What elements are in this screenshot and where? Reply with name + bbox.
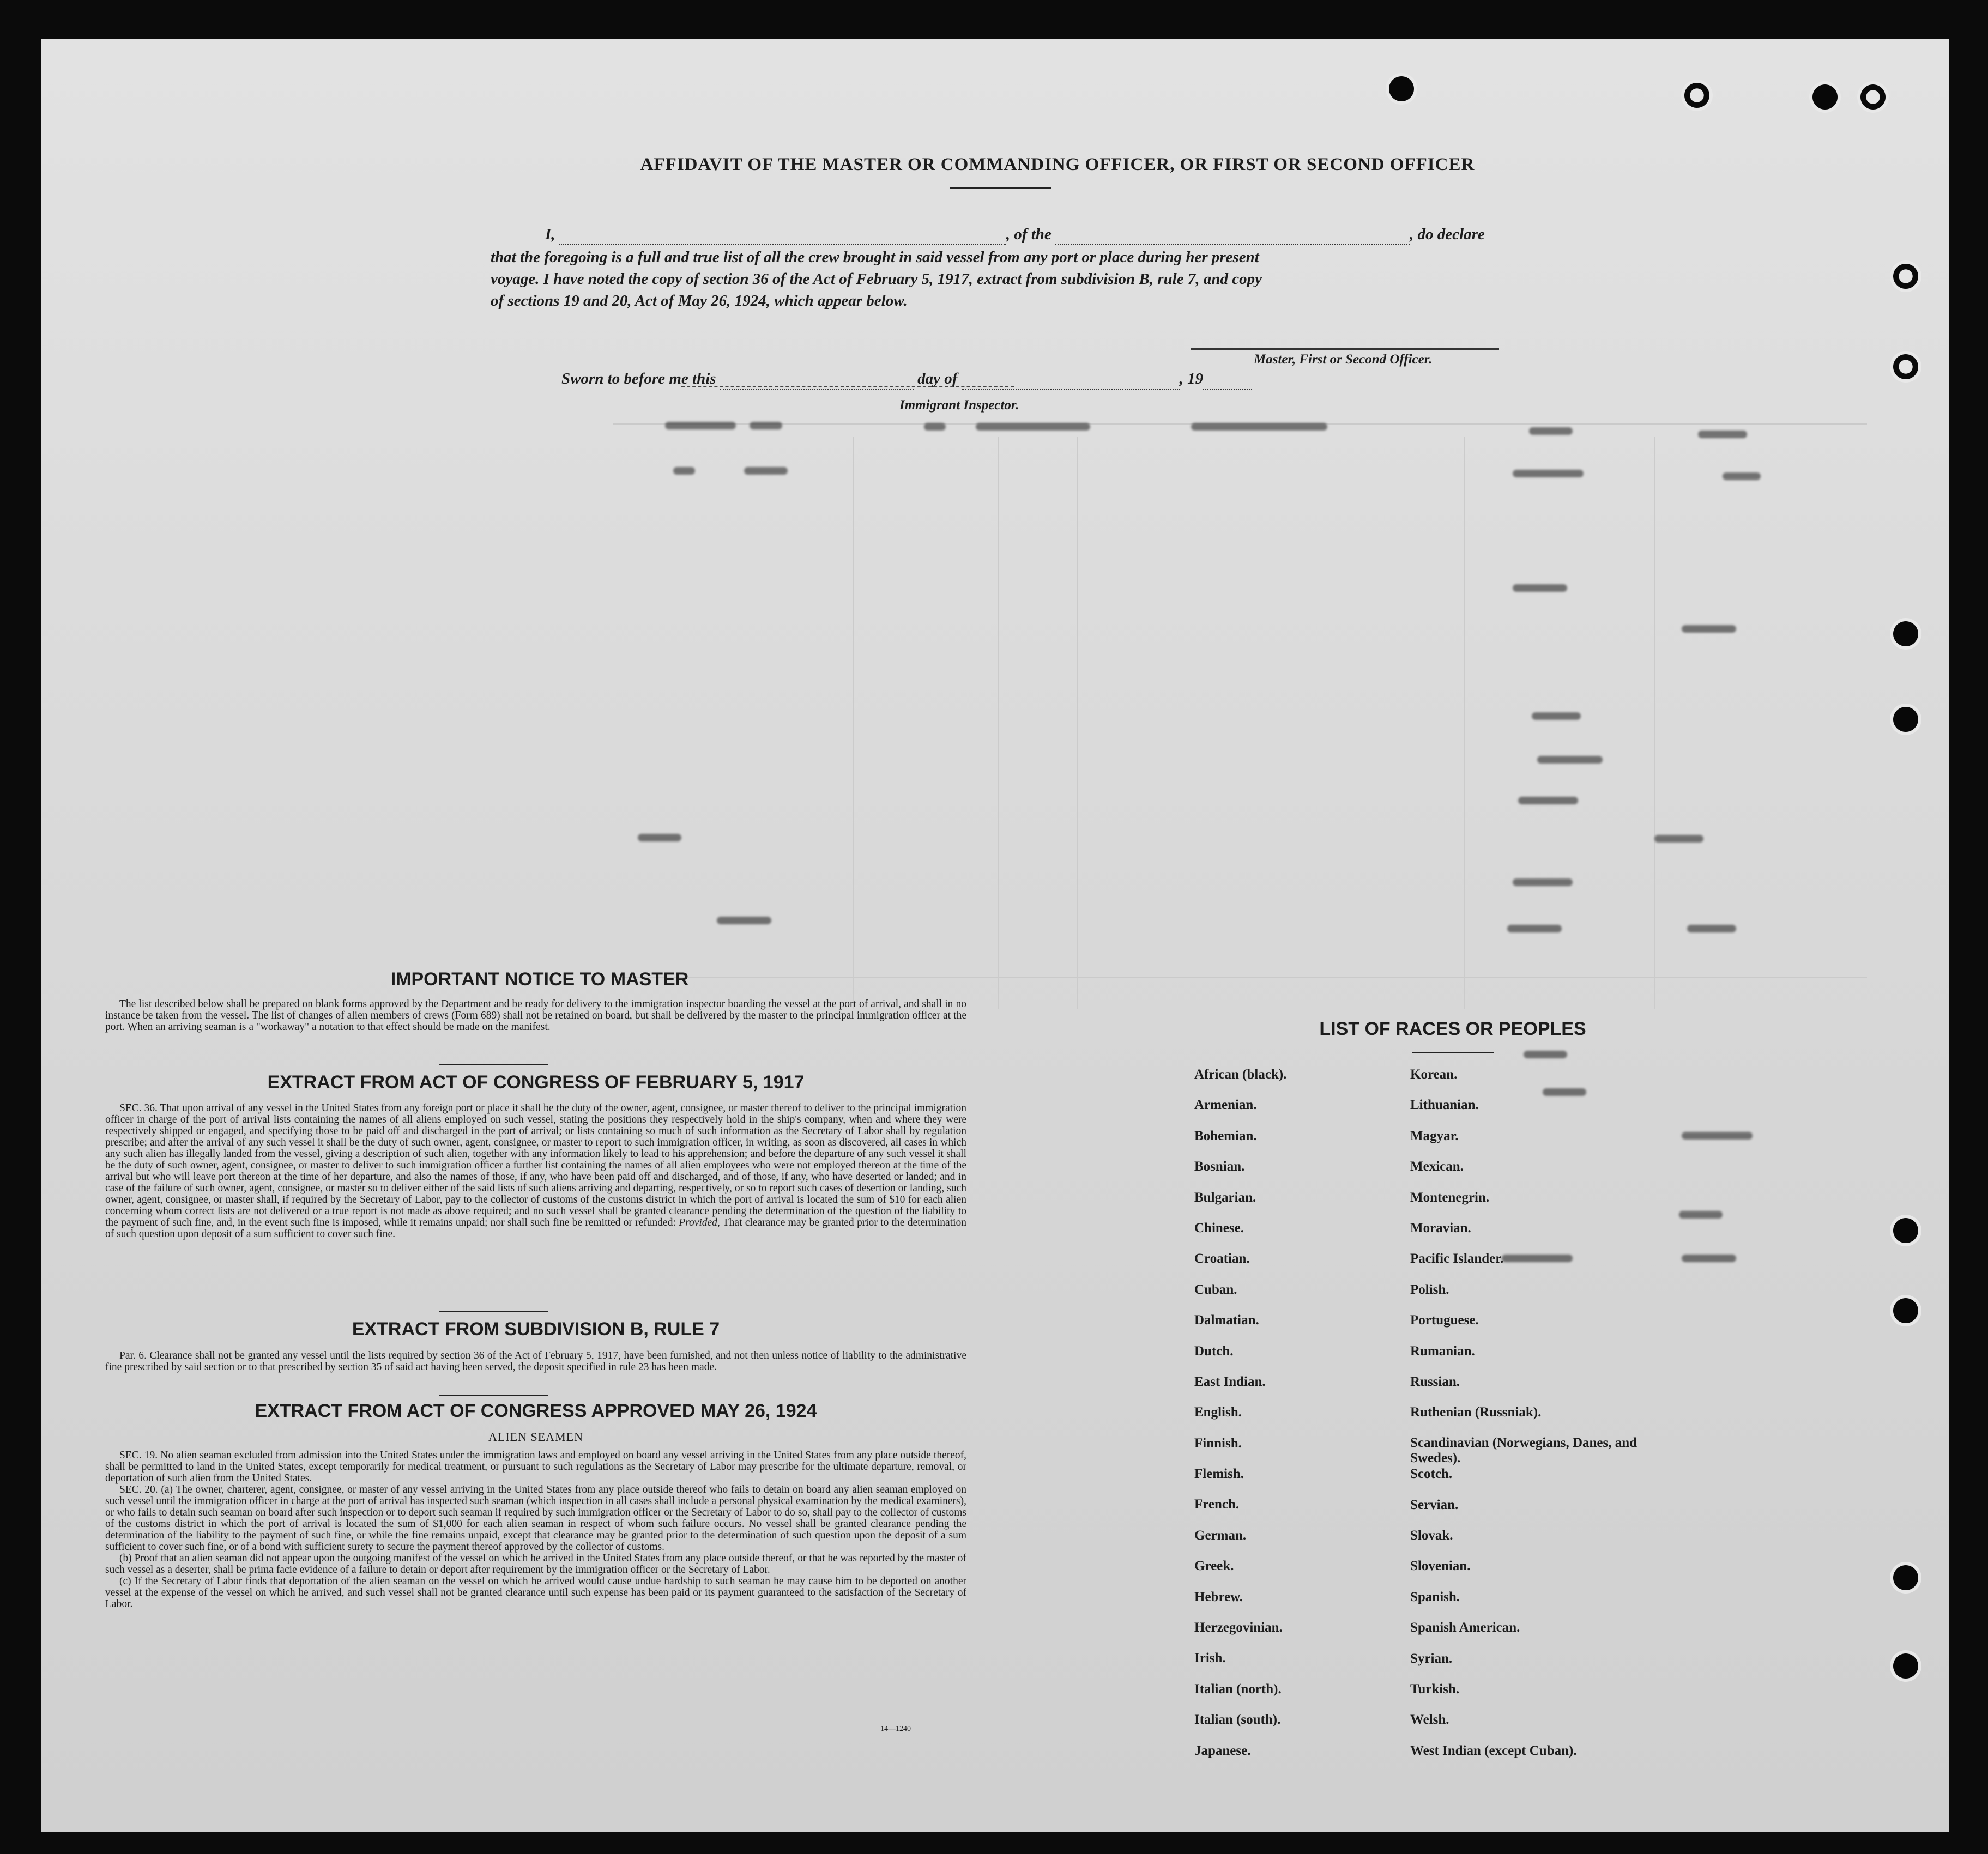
- bleed-through-mark: [1682, 1255, 1736, 1262]
- extract-1917-text: [105, 1102, 966, 1240]
- sec-20b-paragraph: [105, 1553, 966, 1576]
- bleed-through-mark: [1723, 472, 1761, 480]
- race-item: Lithuanian.: [1410, 1098, 1479, 1113]
- sec-20c-text: (c) If the Secretary of Labor finds that deportation of the alien seaman on the vessel on which he arrived would cause undue hardship to such seaman he may cause him to be deported on another vessel at the expense of the vessel on which he arrived, and such vessel shall not be granted clearance until such expense has been paid or its payment guaranteed to the satisfaction of the Secretary of Labor.: [105, 1576, 966, 1610]
- race-item: Turkish.: [1410, 1682, 1460, 1697]
- bleed-through-mark: [750, 422, 782, 429]
- race-item: Bosnian.: [1194, 1159, 1245, 1174]
- bleed-through-mark: [665, 422, 736, 429]
- sworn-prefix: Sworn to before me this: [561, 370, 716, 387]
- punch-hole: [1812, 84, 1838, 110]
- race-item: Russian.: [1410, 1374, 1460, 1389]
- sworn-year-field[interactable]: [1203, 372, 1252, 390]
- punch-hole: [1893, 354, 1918, 379]
- bleed-through-mark: [638, 834, 681, 841]
- sworn-month-field[interactable]: [962, 372, 1180, 390]
- extract-rule7-rule: [439, 1395, 548, 1396]
- bleed-through-mark: [924, 423, 946, 431]
- race-item: Spanish American.: [1410, 1620, 1520, 1635]
- affidavit-i: I,: [545, 226, 555, 243]
- sec-36-text-end: That clearance may be granted prior to the determination of such question upon deposit of a sum sufficient to cover such fine.: [105, 1217, 967, 1240]
- bleed-through-mark: [744, 467, 788, 475]
- sec-20-label: SEC. 20.: [119, 1484, 158, 1495]
- affidavit-line-2: that the foregoing is a full and true list of all the crew brought in said vessel from any port or place during her present: [491, 249, 1259, 266]
- sec-20a-text: (a) The owner, charterer, agent, consignee, or master of any vessel arriving in the United States from any place outside thereof who fails to detain on board any alien seaman employed on such vessel until the immigration officer in charge at the port of arrival has inspected such seaman (which inspection in all cases shall include a personal physical examination by the medical examiners), or who fails to detain such seaman on board after such inspection or to deport such seaman if required by such immigration officer or the Secretary of Labor to do so, shall pay to the collector of customs of the customs district in which the port of arrival is located the sum of $1,000 for each alien seaman in respect of whom such failure occurs. No vessel shall be granted clearance pending the determination of the liability to the payment of such fine, or while the fine remains unpaid, except that clearance may be granted prior to the determination of such question upon the deposit of a sum sufficient to cover such fine, or of a bond with sufficient surety to secure the payment thereof approved by the collector of customs.: [105, 1484, 966, 1553]
- punch-hole: [1893, 264, 1918, 289]
- notice-rule: [439, 1064, 548, 1065]
- sworn-date-field[interactable]: [720, 372, 914, 390]
- notice-text: [105, 998, 966, 1033]
- affidavit-line-4: of sections 19 and 20, Act of May 26, 1924, which appear below.: [491, 292, 908, 310]
- sec-19-paragraph: [105, 1450, 966, 1484]
- extract-1917-rule: [439, 1311, 548, 1312]
- inspector-label: Immigrant Inspector.: [899, 398, 1019, 413]
- punch-hole: [1893, 621, 1918, 646]
- race-item: Pacific Islander.: [1410, 1251, 1504, 1267]
- extract-rule7-text: [105, 1350, 966, 1373]
- punch-hole: [1893, 1565, 1918, 1590]
- bleed-through-mark: [1537, 756, 1603, 764]
- bleed-through-line: [1464, 437, 1465, 1009]
- sworn-line: [491, 368, 1581, 390]
- declarant-name-field[interactable]: [559, 228, 1006, 245]
- master-signature-label: Master, First or Second Officer.: [1254, 352, 1433, 367]
- race-item: Herzegovinian.: [1194, 1620, 1283, 1635]
- race-item: Welsh.: [1410, 1712, 1449, 1728]
- race-item: English.: [1194, 1405, 1242, 1420]
- bleed-through-mark: [1529, 427, 1573, 435]
- race-item: Slovak.: [1410, 1528, 1453, 1543]
- race-item: Chinese.: [1194, 1220, 1244, 1235]
- race-item: Polish.: [1410, 1282, 1449, 1297]
- race-item: Bulgarian.: [1194, 1190, 1256, 1205]
- races-right-column: [1410, 1067, 1661, 1773]
- race-item: Montenegrin.: [1410, 1190, 1490, 1205]
- bleed-through-mark: [673, 467, 695, 475]
- race-item: African (black).: [1194, 1067, 1287, 1082]
- affidavit-title: AFFIDAVIT OF THE MASTER OR COMMANDING OFFICER, OR FIRST OR SECOND OFFICER: [640, 155, 1475, 174]
- race-item: Ruthenian (Russniak).: [1410, 1405, 1542, 1420]
- race-item: Greek.: [1194, 1559, 1234, 1574]
- bleed-through-mark: [1532, 712, 1581, 720]
- races-title: LIST OF RACES OR PEOPLES: [1319, 1019, 1586, 1039]
- race-item: Scotch.: [1410, 1467, 1453, 1482]
- race-item: Bohemian.: [1194, 1128, 1257, 1143]
- race-item: Armenian.: [1194, 1098, 1257, 1113]
- race-item: Magyar.: [1410, 1128, 1459, 1143]
- bleed-through-line: [998, 437, 999, 1009]
- bleed-through-mark: [1191, 423, 1327, 431]
- race-item: Italian (south).: [1194, 1712, 1281, 1728]
- bleed-through-line: [853, 437, 854, 1009]
- bleed-through-mark: [1513, 584, 1567, 592]
- inspector-signature-rule[interactable]: [681, 386, 1014, 387]
- sec-19-text: No alien seaman excluded from admission into the United States under the immigration laws and employed on board any vessel arriving in the United States from any place outside thereof, shall be permitted to land in the United States, except temporarily for medical treatment, or pursuant to such regulations as the Secretary of Labor may prescribe for the ultimate departure, removal, or deportation of such alien from the United States.: [105, 1450, 967, 1484]
- provided-label: Provided,: [679, 1217, 720, 1228]
- race-item: Japanese.: [1194, 1743, 1251, 1758]
- punch-hole: [1893, 1298, 1918, 1323]
- race-item: German.: [1194, 1528, 1247, 1543]
- sec-20c-paragraph: [105, 1576, 966, 1610]
- affidavit-declare: , do declare: [1410, 226, 1485, 243]
- bleed-through-line: [1077, 437, 1078, 1009]
- bleed-through-mark: [1679, 1211, 1723, 1219]
- bleed-through-mark: [976, 423, 1090, 431]
- race-item: Scandinavian (Norwegians, Danes, and Swedes).: [1410, 1435, 1637, 1465]
- vessel-name-field[interactable]: [1055, 228, 1410, 245]
- document-sheet: [41, 39, 1949, 1832]
- race-item: French.: [1194, 1497, 1240, 1512]
- race-item: Hebrew.: [1194, 1589, 1243, 1604]
- race-item: Rumanian.: [1410, 1343, 1475, 1359]
- bleed-through-mark: [717, 917, 771, 924]
- races-left-column: [1194, 1067, 1286, 1773]
- affidavit-of-the: , of the: [1006, 226, 1052, 243]
- punch-hole: [1893, 1218, 1918, 1243]
- sworn-day-of: day of: [917, 370, 958, 387]
- race-item: Dalmatian.: [1194, 1313, 1259, 1328]
- race-item: Portuguese.: [1410, 1313, 1479, 1328]
- sec-36-label: SEC. 36.: [119, 1102, 158, 1114]
- race-item: Croatian.: [1194, 1251, 1250, 1267]
- race-item: Moravian.: [1410, 1220, 1471, 1235]
- affidavit-line-1: [491, 223, 1581, 245]
- bleed-through-mark: [1682, 1132, 1753, 1140]
- extract-rule7-title: EXTRACT FROM SUBDIVISION B, RULE 7: [352, 1319, 720, 1340]
- race-item: West Indian (except Cuban).: [1410, 1743, 1577, 1758]
- alien-seamen-subtitle: ALIEN SEAMEN: [488, 1430, 583, 1444]
- sec-36-text: That upon arrival of any vessel in the United States from any foreign port or place it shall be the duty of the owner, agent, consignee, or master thereof to deliver to the principal immigration officer in charge of the port of arrival lists containing the names of all aliens employed on such vessel, stating the positions they respectively hold in the ship's company, when and where they were respectively shipped or engaged, and specifying those to be paid off and discharged in the port of arrival; or lists containing so much of such information as the Secretary of Labor shall by regulation prescribe; and after the arrival of any such vessel it shall be the duty of such owner, agent, consignee, or master to report to such immigration officer, in writing, as soon as discovered, all cases in which any such alien has illegally landed from the vessel, giving a description of such alien, together with any information likely to lead to his apprehension; and before the departure of any such vessel it shall be the duty of such owner, agent, consignee, or master to deliver to such immigration officer a further list containing the names of all alien employees who were not employed thereon at the time of the arrival but who will leave port thereon at the time of her departure, and also the names of those, if any, who have been paid off and discharged, and of those, if any, who have deserted or landed; and in case of the failure of such owner, agent, consignee, or master so to deliver either of the said lists of such aliens arriving and departing, respectively, or so to report such cases of desertion or landing, such owner, agent, consignee, or master shall, if required by the Secretary of Labor, pay to the collector of customs of the customs district in which the port of arrival is located the sum of $10 for each alien concerning whom correct lists are not delivered or a true report is not made as above required; and no such vessel shall be granted clearance pending the determination of the question of the liability to the payment of such fine, and, in the event such fine is imposed, while it remains unpaid; nor shall such fine be remitted or refunded:: [105, 1102, 966, 1228]
- bleed-through-line: [1654, 437, 1655, 1009]
- punch-hole: [1893, 1653, 1918, 1679]
- form-number: 14—1240: [880, 1725, 911, 1733]
- bleed-through-mark: [1513, 878, 1573, 886]
- punch-hole: [1684, 83, 1709, 108]
- sec-20b-text: (b) Proof that an alien seaman did not appear upon the outgoing manifest of the vessel on which he arrived in the United States from any place outside thereof, or that he was reported by the master of such vessel as a deserter, shall be prima facie evidence of a failure to detain or deport after requirement by the immigration officer or the Secretary of Labor.: [105, 1553, 966, 1576]
- bleed-through-mark: [1698, 431, 1747, 438]
- bleed-through-mark: [1687, 925, 1736, 932]
- bleed-through-mark: [1682, 625, 1736, 633]
- race-item: Dutch.: [1194, 1343, 1234, 1359]
- extract-1924-title: EXTRACT FROM ACT OF CONGRESS APPROVED MAY 26, 1924: [255, 1401, 817, 1421]
- bleed-through-mark: [1654, 835, 1703, 843]
- bleed-through-mark: [1524, 1051, 1567, 1058]
- punch-hole: [1860, 84, 1886, 110]
- bleed-through-mark: [1507, 925, 1562, 932]
- race-item: Italian (north).: [1194, 1681, 1282, 1697]
- race-item: Mexican.: [1410, 1159, 1464, 1174]
- race-item: Flemish.: [1194, 1467, 1244, 1482]
- notice-paragraph: The list described below shall be prepared on blank forms approved by the Department and be ready for delivery to the immigration inspector boarding the vessel at the port of arrival, and shall in no instance be taken from the vessel. The list of changes of alien members of crews (Form 689) shall not be retained on board, but shall be delivered by the master to the principal immigration officer at the port. When an arriving seaman is a "workaway" a notation to that effect should be made on the manifest.: [105, 998, 966, 1033]
- races-title-rule: [1412, 1052, 1494, 1053]
- race-item: Spanish.: [1410, 1589, 1460, 1604]
- notice-title: IMPORTANT NOTICE TO MASTER: [390, 969, 689, 990]
- race-item: Slovenian.: [1410, 1559, 1471, 1574]
- extract-1917-title: EXTRACT FROM ACT OF CONGRESS OF FEBRUARY 5, 1917: [267, 1072, 805, 1093]
- master-signature-line[interactable]: [1191, 348, 1499, 350]
- bleed-through-mark: [1518, 797, 1578, 804]
- sworn-year: , 19: [1179, 370, 1204, 387]
- race-item: Cuban.: [1194, 1282, 1237, 1297]
- affidavit-line-3: voyage. I have noted the copy of section 36 of the Act of February 5, 1917, extract from subdivision B, rule 7, and copy: [491, 270, 1262, 288]
- sec-19-label: SEC. 19.: [119, 1450, 158, 1461]
- bleed-through-mark: [1513, 470, 1584, 477]
- race-item: Irish.: [1194, 1651, 1226, 1666]
- race-item: Syrian.: [1410, 1651, 1453, 1666]
- race-item: Servian.: [1410, 1497, 1459, 1512]
- race-item: Finnish.: [1194, 1435, 1242, 1451]
- rule7-paragraph: Par. 6. Clearance shall not be granted any vessel until the lists required by section 36 of the Act of February 5, 1917, have been furnished, and not then unless notice of liability to the administrative fine prescribed by said section or to that prescribed by section 35 of said act having been served, the deposit specified in rule 23 has been made.: [105, 1350, 966, 1373]
- extract-1924-text: [105, 1450, 966, 1610]
- sec-20a-paragraph: [105, 1484, 966, 1553]
- race-item: Korean.: [1410, 1067, 1458, 1082]
- affidavit-title-rule: [950, 187, 1051, 189]
- punch-hole: [1389, 76, 1414, 101]
- punch-hole: [1893, 707, 1918, 732]
- race-item: East Indian.: [1194, 1374, 1266, 1389]
